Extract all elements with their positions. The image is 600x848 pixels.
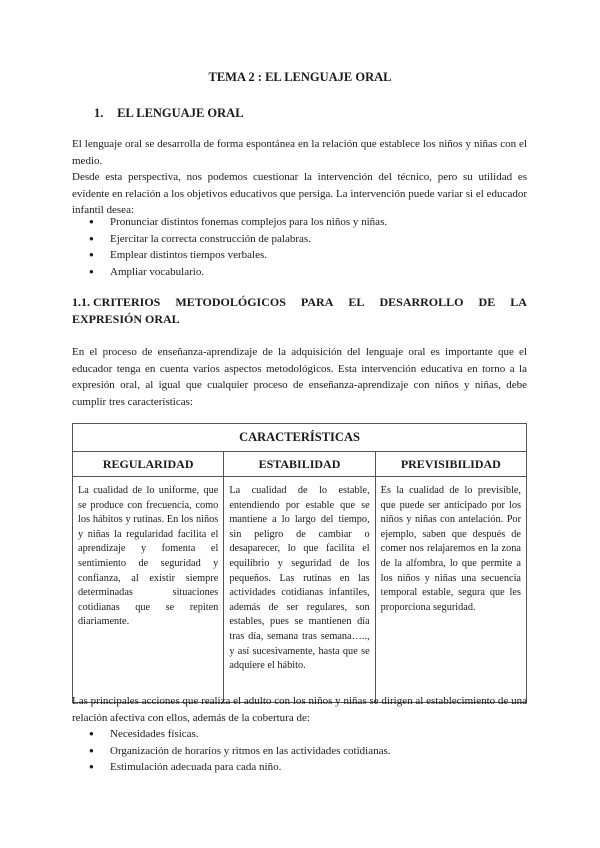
characteristics-table [72,423,527,703]
section-1-1-body [72,344,527,410]
list-item: ● Ampliar vocabulario. [72,264,527,281]
section-1-1-number: 1.1. [72,295,90,309]
list-item: ● Necesidades físicas. [72,726,527,743]
paragraph: Las principales acciones que realiza el adulto con los niños y niñas se dirigen al establecimiento de una relación afectiva con ellos, además de la cobertura de: [72,695,527,724]
heading-word: LA [510,295,527,309]
column-header-estabilidad: ESTABILIDAD [224,452,375,477]
section-1-number: 1. [94,106,104,120]
closing-section [72,693,527,726]
column-header-regularidad: REGULARIDAD [73,452,224,477]
table-header: CARACTERÍSTICAS [73,424,527,452]
heading-word: DESARROLLO [379,295,464,309]
heading-word: METODOLÓGICOS [175,295,286,309]
column-header-previsibilidad: PREVISIBILIDAD [375,452,526,477]
section-1-body [72,136,527,219]
heading-word: 1.1. CRITERIOS [72,295,161,309]
section-1-heading [94,106,244,121]
table-cell-previsibilidad: Es la cualidad de lo previsible, que puede ser anticipado por los niños y niñas con antelación. Por ejemplo, saben que después de comer nos relajaremos en la zona de la alfombra, lo que permite a los niños y niñas una secuencia temporal estable, segura que les proporciona seguridad. [375,477,526,703]
list-item: ● Estimulación adecuada para cada niño. [72,759,527,776]
paragraph: El lenguaje oral se desarrolla de forma espontánea en la relación que establece los niños y niñas con el medio. [72,138,527,167]
bullet-list-objectives [72,214,527,280]
list-item: ● Pronunciar distintos fonemas complejos para los niños y niñas. [72,214,527,231]
list-item: ● Organización de horarios y ritmos en las actividades cotidianas. [72,743,527,760]
bullet-list-needs [72,726,527,776]
section-1-1-heading [72,294,527,328]
paragraph: En el proceso de enseñanza-aprendizaje de la adquisición del lenguaje oral es importante que el educador tenga en cuenta varios aspectos metodológicos. Esta intervención educativa en torno a la expresión oral, al igual que cualquier proceso de enseñanza-aprendizaje con niños y niñas, debe cumplir tres características: [72,346,527,408]
heading-word: EL [348,295,365,309]
section-1-title: EL LENGUAJE ORAL [117,106,244,120]
heading-word: DE [478,295,496,309]
paragraph: Desde esta perspectiva, nos podemos cuestionar la intervención del técnico, pero su utilidad es evidente en relación a los objetivos educativos que persiga. La intervención puede variar si el educador infantil desea: [72,171,527,216]
document-title: TEMA 2 : EL LENGUAJE ORAL [208,70,392,84]
list-item: ● Ejercitar la correcta construcción de palabras. [72,231,527,248]
heading-line-2: EXPRESIÓN ORAL [72,312,180,326]
heading-word: PARA [300,295,334,309]
table-cell-regularidad: La cualidad de lo uniforme, que se produce con frecuencia, como los hábitos y rutinas. En los niños y niñas la regularidad facilita el aprendizaje y fomenta el sentimiento de seguridad y confianza, al existir siempre determinadas situaciones cotidianas que se repiten diariamente. [73,477,224,703]
table-cell-estabilidad: La cualidad de lo estable, entendiendo por estable que se mantiene a lo largo del tiempo, sin peligro de cambiar o desaparecer, lo que facilita el equilibrio y seguridad de los pequeños. Las rutinas en las actividades cotidianas infantiles, además de ser regulares, son estables, pues se mantienen día tras día, semana tras semana….., y así sucesivamente, hasta que se adquiere el hábito. [224,477,375,703]
list-item: ● Emplear distintos tiempos verbales. [72,247,527,264]
